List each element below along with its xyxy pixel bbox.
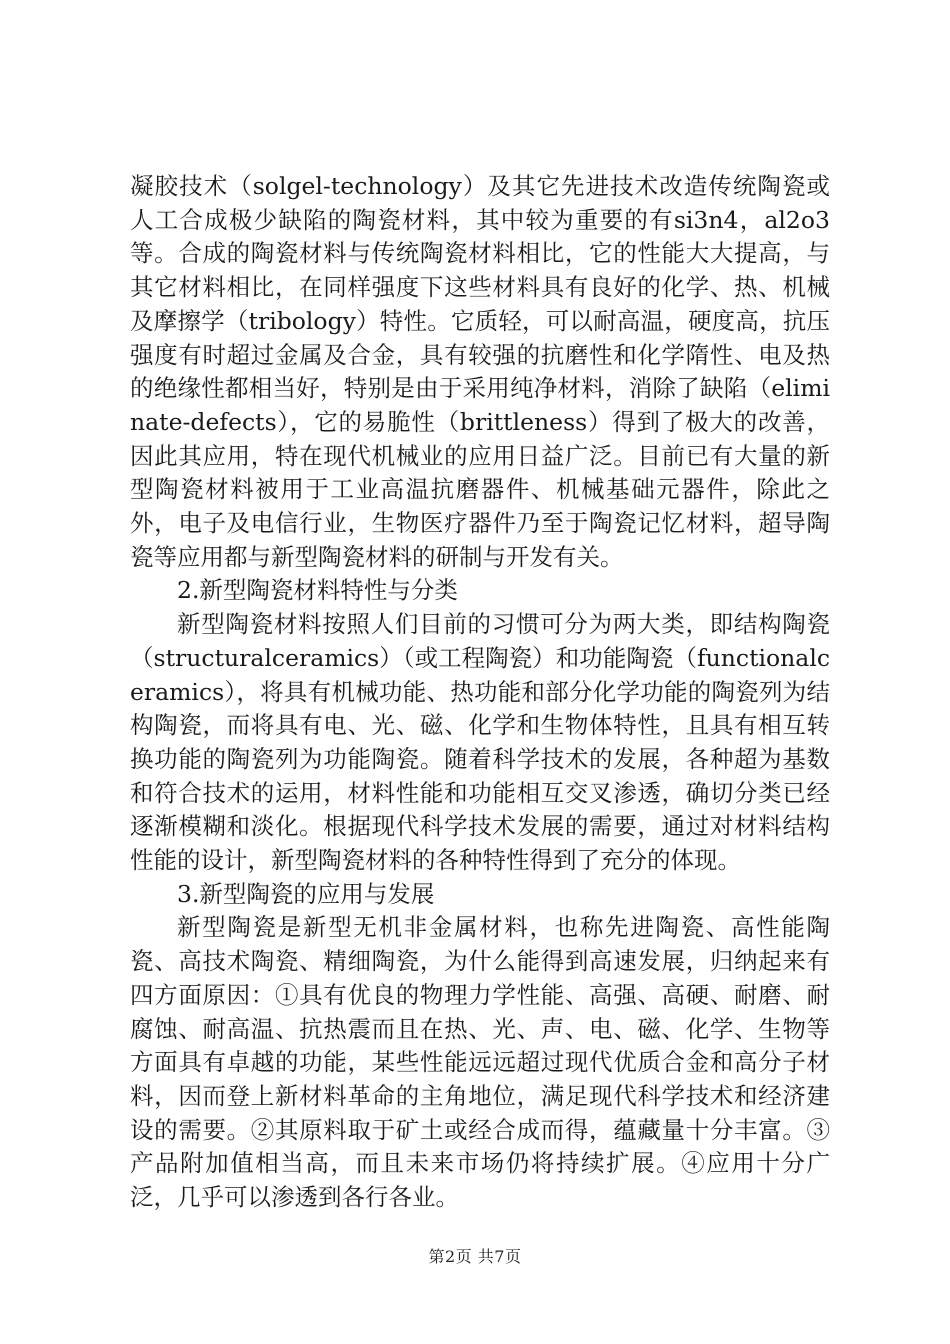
page-number-footer: 第2页 共7页: [428, 1247, 522, 1266]
paragraph-applications: 新型陶瓷是新型无机非金属材料，也称先进陶瓷、高性能陶瓷、高技术陶瓷、精细陶瓷，为什么能得到高速发展，归纳起来有四方面原因：①具有优良的物理力学性能、高强、高硬、耐磨、耐腐蚀、耐高温、抗热震而且在热、光、声、电、磁、化学、生物等方面具有卓越的功能，某些性能远远超过现代优质合金和高分子材料，因而登上新材料革命的主角地位，满足现代科学技术和经济建设的需要。②其原料取于矿土或经合成而得，蕴藏量十分丰富。③产品附加值相当高，而且未来市场仍将持续扩展。④应用十分广泛，几乎可以渗透到各行各业。: [130, 913, 830, 1212]
section-heading-2: 2.新型陶瓷材料特性与分类: [177, 576, 458, 605]
paragraph-ceramic-synthesis: 凝胶技术（solgel-technology）及其它先进技术改造传统陶瓷或人工合成极少缺陷的陶瓷材料，其中较为重要的有si3n4，al2o3等。合成的陶瓷材料与传统陶瓷材料相比，它的性能大大提高，与其它材料相比，在同样强度下这些材料具有良好的化学、热、机械及摩擦学（tribology）特性。它质轻，可以耐高温，硬度高，抗压强度有时超过金属及合金，具有较强的抗磨性和化学隋性、电及热的绝缘性都相当好，特别是由于采用纯净材料，消除了缺陷（eliminate-defects），它的易脆性（brittleness）得到了极大的改善，因此其应用，特在现代机械业的应用日益广泛。目前已有大量的新型陶瓷材料被用于工业高温抗磨器件、机械基础元器件，除此之外，电子及电信行业，生物医疗器件乃至于陶瓷记忆材料，超导陶瓷等应用都与新型陶瓷材料的研制与开发有关。: [130, 172, 830, 571]
paragraph-classification: 新型陶瓷材料按照人们目前的习惯可分为两大类，即结构陶瓷（structuralceramics）（或工程陶瓷）和功能陶瓷（functionalceramics），将具有机械功能、热功能和部分化学功能的陶瓷列为结构陶瓷，而将具有电、光、磁、化学和生物体特性，且具有相互转换功能的陶瓷列为功能陶瓷。随着科学技术的发展，各种超为基数和符合技术的运用，材料性能和功能相互交叉渗透，确切分类已经逐渐模糊和淡化。根据现代科学技术发展的需要，通过对材料结构性能的设计，新型陶瓷材料的各种特性得到了充分的体现。: [130, 610, 830, 875]
section-heading-3: 3.新型陶瓷的应用与发展: [177, 879, 435, 908]
document-body: [130, 170, 830, 1215]
